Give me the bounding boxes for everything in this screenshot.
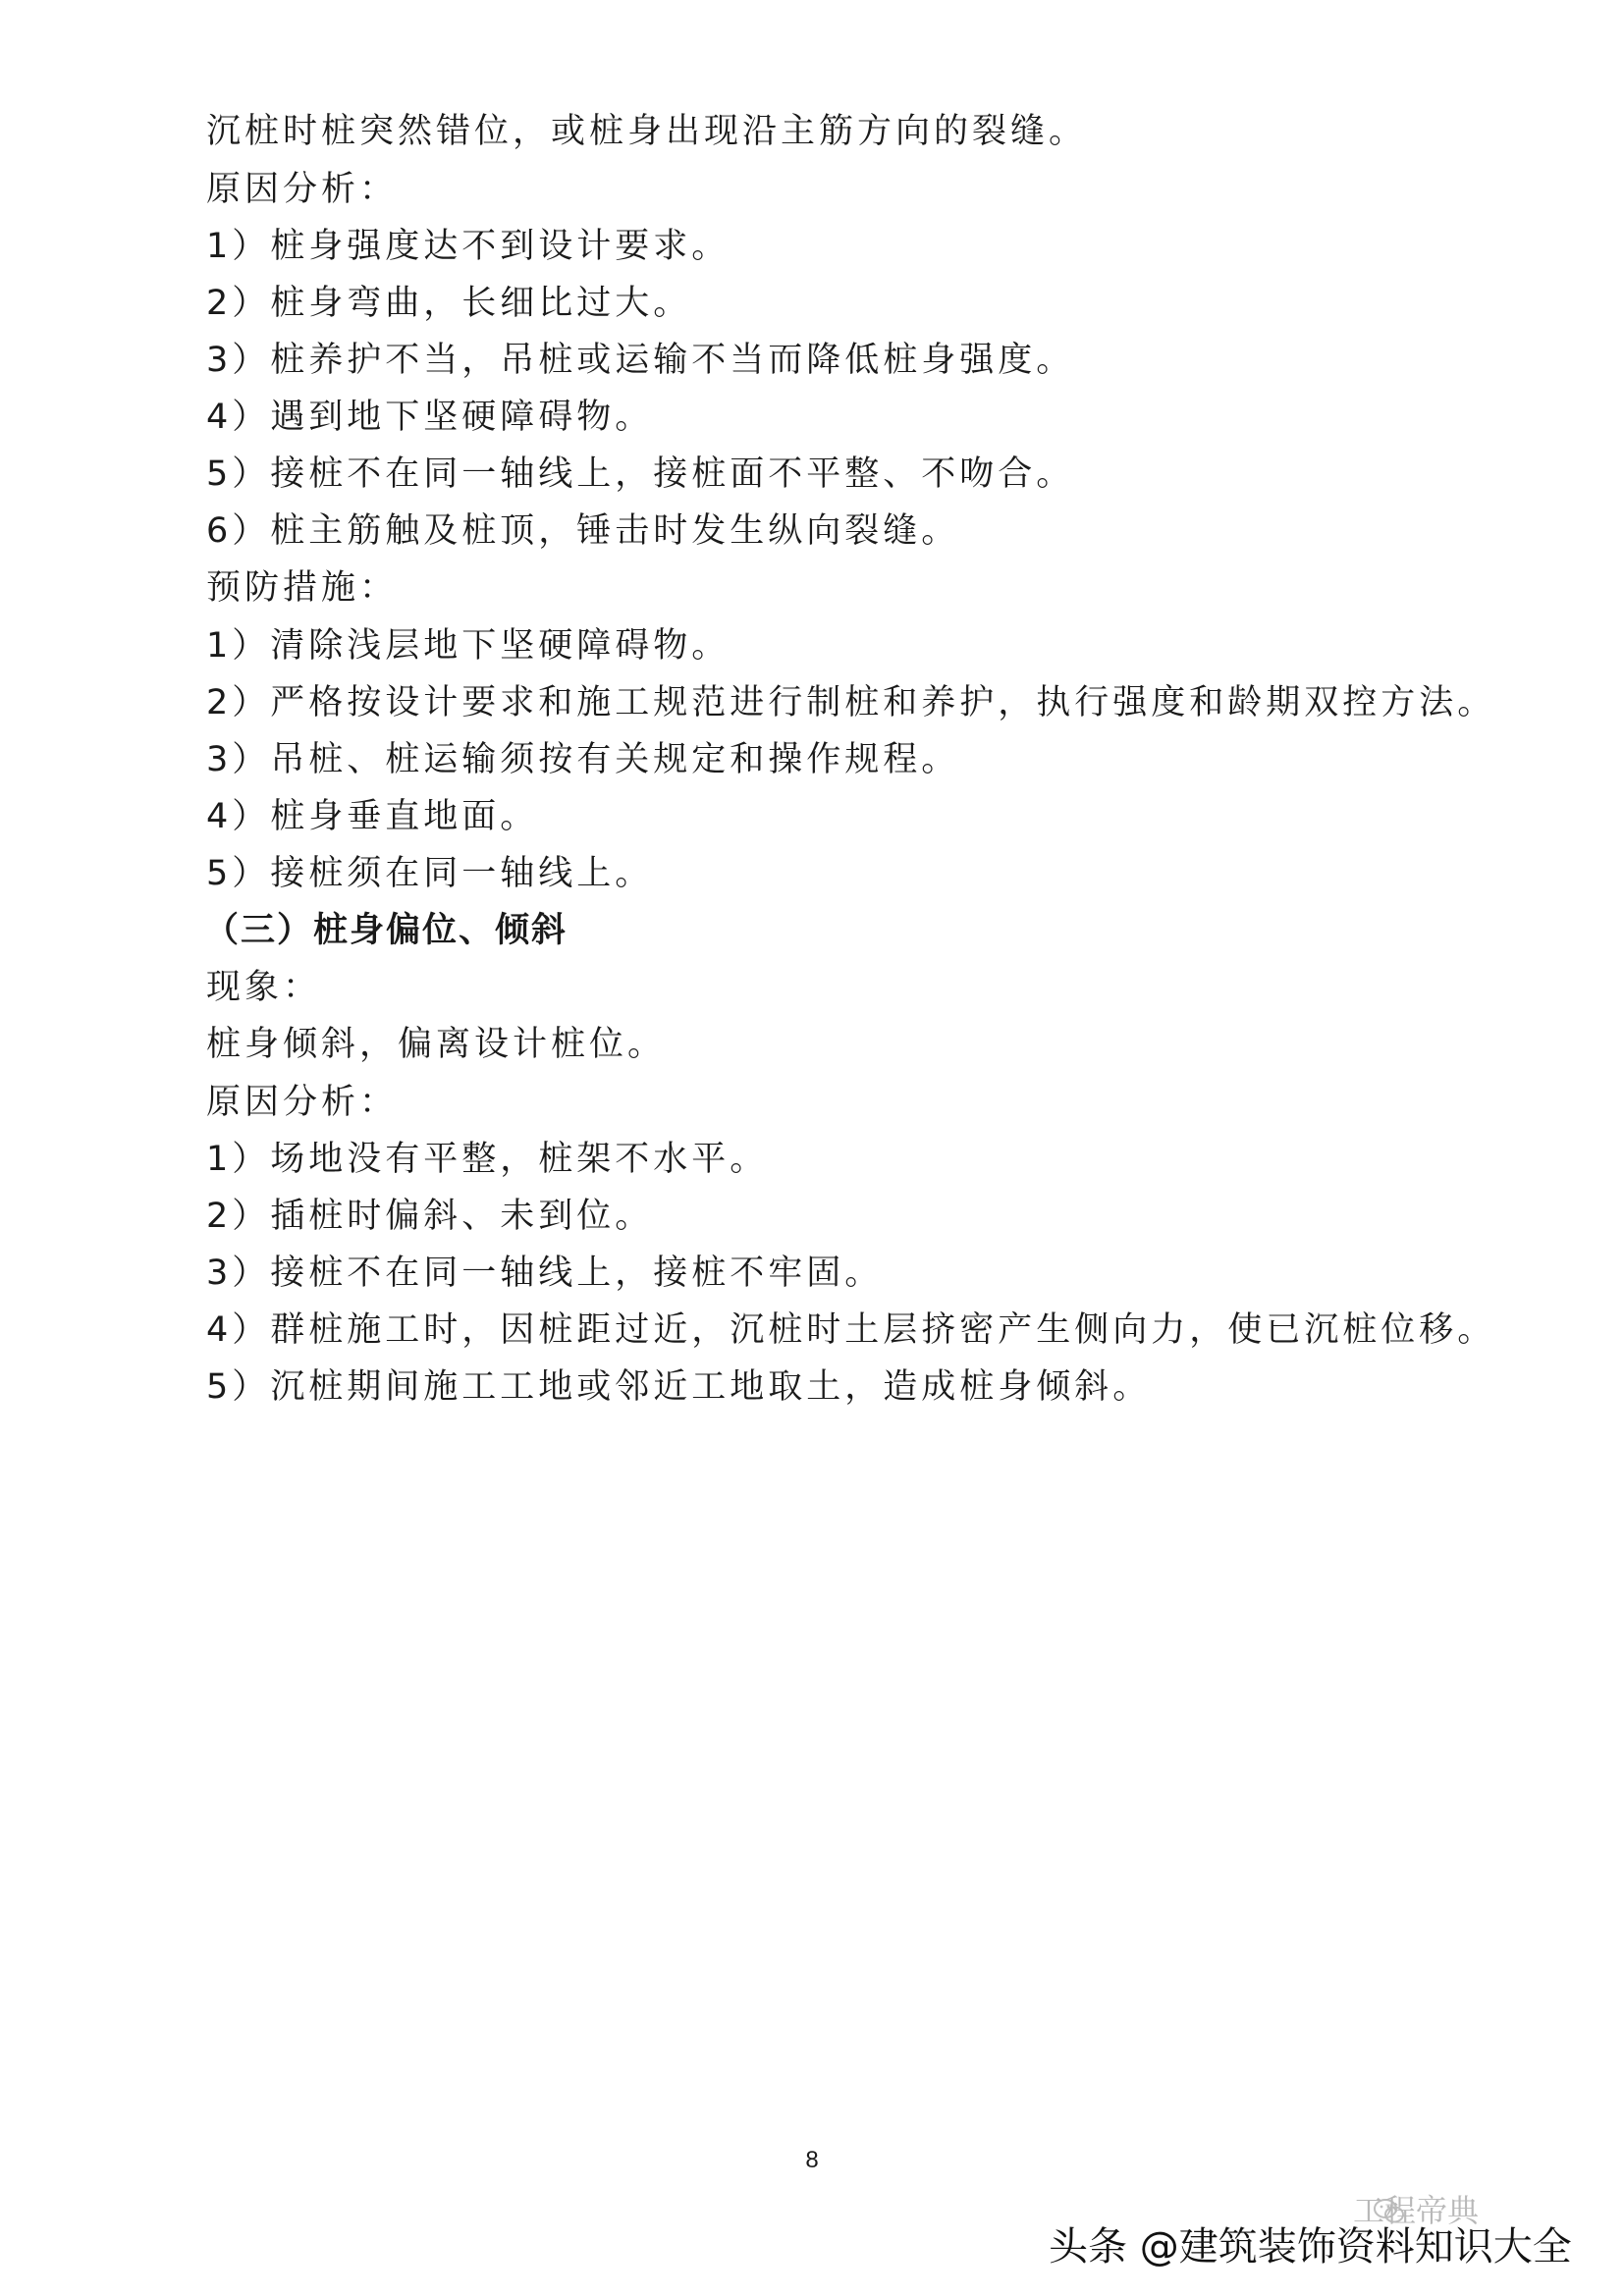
section-label-cause: 原因分析： [206,1083,399,1122]
list-item: 3）桩养护不当，吊桩或运输不当而降低桩身强度。 [206,341,1075,380]
list-item: 4）群桩施工时，因桩距过近，沉桩时土层挤密产生侧向力，使已沉桩位移。 [206,1310,1496,1350]
list-item: 1）清除浅层地下坚硬障碍物。 [206,626,731,666]
section-heading: （三）桩身偏位、倾斜 [204,911,568,950]
list-item: 3）吊桩、桩运输须按有关规定和操作规程。 [206,740,960,779]
list-item: 6）桩主筋触及桩顶，锤击时发生纵向裂缝。 [206,511,960,551]
list-item: 1）场地没有平整，桩架不水平。 [206,1140,769,1179]
paragraph-phenomenon-text: 桩身倾斜，偏离设计桩位。 [206,1025,667,1064]
list-item: 2）桩身弯曲，长细比过大。 [206,284,692,323]
list-item: 4）桩身垂直地面。 [206,797,539,836]
list-item: 5）接桩须在同一轴线上。 [206,854,654,893]
list-item: 2）严格按设计要求和施工规范进行制桩和养护，执行强度和龄期双控方法。 [206,683,1496,722]
list-item: 5）沉桩期间施工工地或邻近工地取土，造成桩身倾斜。 [206,1367,1152,1407]
section-label-cause: 原因分析： [206,170,399,209]
paragraph-phenomenon-text: 沉桩时桩突然错位，或桩身出现沿主筋方向的裂缝。 [206,112,1088,151]
list-item: 3）接桩不在同一轴线上，接桩不牢固。 [206,1254,884,1293]
page-number: 8 [805,2147,819,2173]
list-item: 5）接桩不在同一轴线上，接桩面不平整、不吻合。 [206,454,1075,494]
list-item: 2）插桩时偏斜、未到位。 [206,1197,654,1236]
list-item: 1）桩身强度达不到设计要求。 [206,227,731,266]
watermark-text: 头条 @建筑装饰资料知识大全 [1049,2224,1572,2269]
section-label-phenomenon: 现象： [206,968,322,1007]
list-item: 4）遇到地下坚硬障碍物。 [206,398,654,437]
section-label-prevention: 预防措施： [206,568,399,608]
watermark-faint-text: 工程帝典 [1353,2192,1480,2229]
